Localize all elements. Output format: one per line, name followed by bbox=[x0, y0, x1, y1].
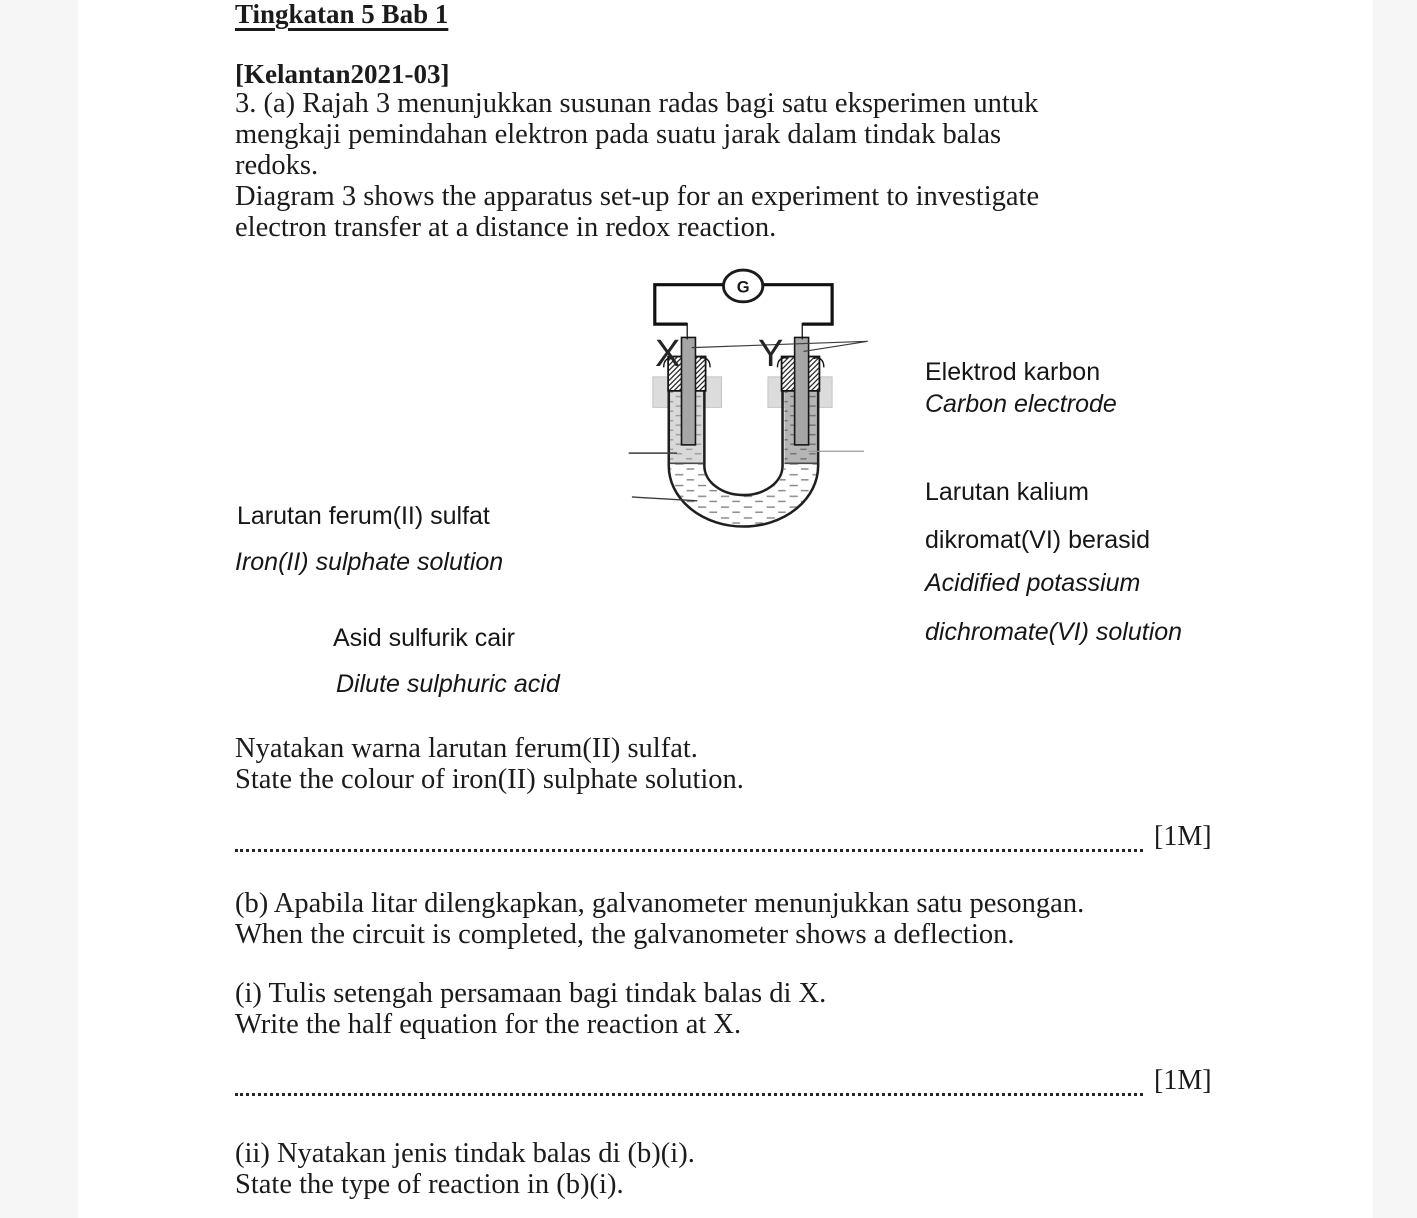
text-line: (ii) Nyatakan jenis tindak balas di (b)(i). bbox=[235, 1138, 695, 1169]
left-solution-label-en: Iron(II) sulphate solution bbox=[235, 548, 504, 576]
terminal-x-label: X bbox=[655, 333, 681, 375]
electrode-lead-wires bbox=[687, 323, 802, 340]
carbon-electrode-x bbox=[681, 337, 695, 444]
dotted-answer-line bbox=[235, 819, 1143, 852]
text-line: When the circuit is completed, the galvanometer shows a deflection. bbox=[235, 919, 1015, 950]
text-line: electron transfer at a distance in redox reaction. bbox=[235, 212, 777, 243]
electrode-label-en: Carbon electrode bbox=[925, 390, 1117, 418]
part-b-i-question bbox=[235, 978, 1195, 1040]
left-solution-label-ms: Larutan ferum(II) sulfat bbox=[237, 502, 490, 530]
right-margin-band bbox=[1373, 0, 1417, 1218]
text-line: Diagram 3 shows the apparatus set-up for an experiment to investigate bbox=[235, 181, 1040, 212]
text-line: State the type of reaction in (b)(i). bbox=[235, 1169, 624, 1200]
marks-label-a: [1M] bbox=[1154, 821, 1212, 852]
text-line: (b) Apabila litar dilengkapkan, galvanometer menunjukkan satu pesongan. bbox=[235, 888, 1085, 919]
text-line: 3. (a) Rajah 3 menunjukkan susunan radas bagi satu eksperimen untuk bbox=[235, 88, 1039, 119]
text-line: redoks. bbox=[235, 150, 319, 181]
right-solution-label-en-1: Acidified potassium bbox=[925, 569, 1141, 597]
page-title: Tingkatan 5 Bab 1 bbox=[235, 0, 449, 29]
text-line: mengkaji pemindahan elektron pada suatu jarak dalam tindak balas bbox=[235, 119, 1002, 150]
text-line: State the colour of iron(II) sulphate solution. bbox=[235, 764, 744, 795]
part-b-statement bbox=[235, 888, 1195, 950]
galvanometer bbox=[723, 270, 762, 302]
question-intro bbox=[235, 88, 1195, 243]
text-line: (i) Tulis setengah persamaan bagi tindak balas di X. bbox=[235, 978, 827, 1009]
right-solution-label-ms-1: Larutan kalium bbox=[925, 478, 1089, 506]
right-solution-label-en-2: dichromate(VI) solution bbox=[925, 618, 1183, 646]
text-line: Nyatakan warna larutan ferum(II) sulfat. bbox=[235, 733, 698, 764]
text-line: Write the half equation for the reaction at X. bbox=[235, 1009, 742, 1040]
answer-line-b-i bbox=[235, 1064, 1213, 1096]
answer-line-a bbox=[235, 820, 1213, 852]
right-solution-label-ms-2: dikromat(VI) berasid bbox=[925, 526, 1151, 554]
galvanometer-symbol: G bbox=[736, 277, 750, 297]
electrode-label-ms: Elektrod karbon bbox=[925, 358, 1101, 386]
part-a-question bbox=[235, 733, 1195, 795]
dotted-answer-line bbox=[235, 1063, 1143, 1096]
terminal-y-label: Y bbox=[758, 333, 784, 375]
part-b-ii-question bbox=[235, 1138, 1195, 1200]
carbon-electrode-y bbox=[795, 337, 809, 444]
source-tag: [Kelantan2021-03] bbox=[235, 59, 450, 89]
acid-label-ms: Asid sulfurik cair bbox=[333, 624, 515, 652]
acid-label-en: Dilute sulphuric acid bbox=[336, 670, 560, 698]
left-margin-band bbox=[0, 0, 78, 1218]
marks-label-b-i: [1M] bbox=[1154, 1065, 1212, 1096]
